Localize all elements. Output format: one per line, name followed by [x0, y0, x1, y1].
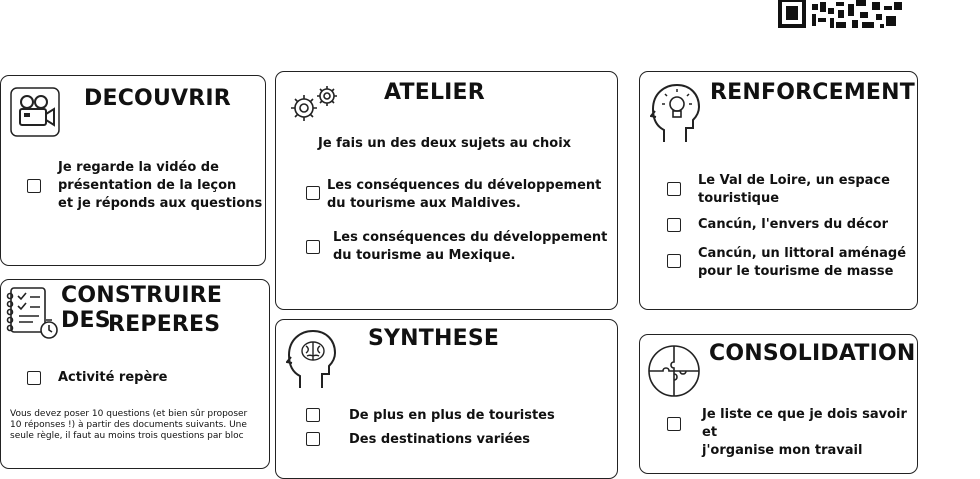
synthese-checkbox-2[interactable]: [306, 432, 320, 446]
decouvrir-item-label: Je regarde la vidéo de présentation de la leçon et je réponds aux questions: [58, 160, 263, 211]
renforcement-item-3-label: Cancún, un littoral aménagé pour le tourisme de masse: [698, 246, 907, 279]
consolidation-card: [639, 334, 918, 474]
atelier-item-2-label: Les conséquences du développement du tourisme au Mexique.: [333, 230, 608, 263]
construire-paragraph: Vous devez poser 10 questions (et bien sûr proposer 10 réponses !) à partir des documents suivants. Une seule règle, il faut au moins trois questions par bloc: [10, 409, 248, 441]
qr-code-icon: [776, 0, 908, 32]
synthese-item-1-label: De plus en plus de touristes: [349, 408, 555, 423]
atelier-item-1-label: Les conséquences du développement du tourisme aux Maldives.: [327, 178, 602, 211]
head-brain-icon: [286, 328, 338, 394]
atelier-checkbox-2[interactable]: [306, 240, 320, 254]
consolidation-item-label: Je liste ce que je dois savoir et j'organise mon travail: [702, 407, 907, 458]
construire-title-line2: REPERES: [108, 312, 221, 337]
renforcement-item-2-label: Cancún, l'envers du décor: [698, 217, 888, 232]
consolidation-checkbox[interactable]: [667, 417, 681, 431]
decouvrir-card: [0, 75, 266, 266]
checklist-timer-icon: [5, 286, 59, 344]
construire-checkbox[interactable]: [27, 371, 41, 385]
gears-icon: [286, 82, 342, 128]
atelier-subtitle: Je fais un des deux sujets au choix: [318, 136, 572, 151]
atelier-checkbox-1[interactable]: [306, 186, 320, 200]
atelier-title: ATELIER: [384, 80, 485, 105]
renforcement-checkbox-3[interactable]: [667, 254, 681, 268]
construire-title-line1: CONSTRUIRE DES: [61, 283, 223, 333]
synthese-title: SYNTHESE: [368, 326, 500, 351]
head-lightbulb-icon: [650, 82, 702, 148]
construire-item-label: Activité repère: [58, 370, 168, 385]
renforcement-checkbox-1[interactable]: [667, 182, 681, 196]
puzzle-circle-icon: [647, 344, 701, 402]
renforcement-item-1-label: Le Val de Loire, un espace touristique: [698, 173, 890, 206]
construire-card: [0, 279, 270, 469]
atelier-card: [275, 71, 618, 310]
synthese-checkbox-1[interactable]: [306, 408, 320, 422]
video-camera-icon: [10, 87, 60, 141]
renforcement-checkbox-2[interactable]: [667, 218, 681, 232]
consolidation-title: CONSOLIDATION: [709, 341, 916, 366]
decouvrir-title: DECOUVRIR: [84, 86, 231, 111]
renforcement-title: RENFORCEMENT: [710, 80, 915, 105]
decouvrir-checkbox[interactable]: [27, 179, 41, 193]
synthese-card: [275, 319, 618, 479]
synthese-item-2-label: Des destinations variées: [349, 432, 531, 447]
renforcement-card: [639, 71, 918, 310]
